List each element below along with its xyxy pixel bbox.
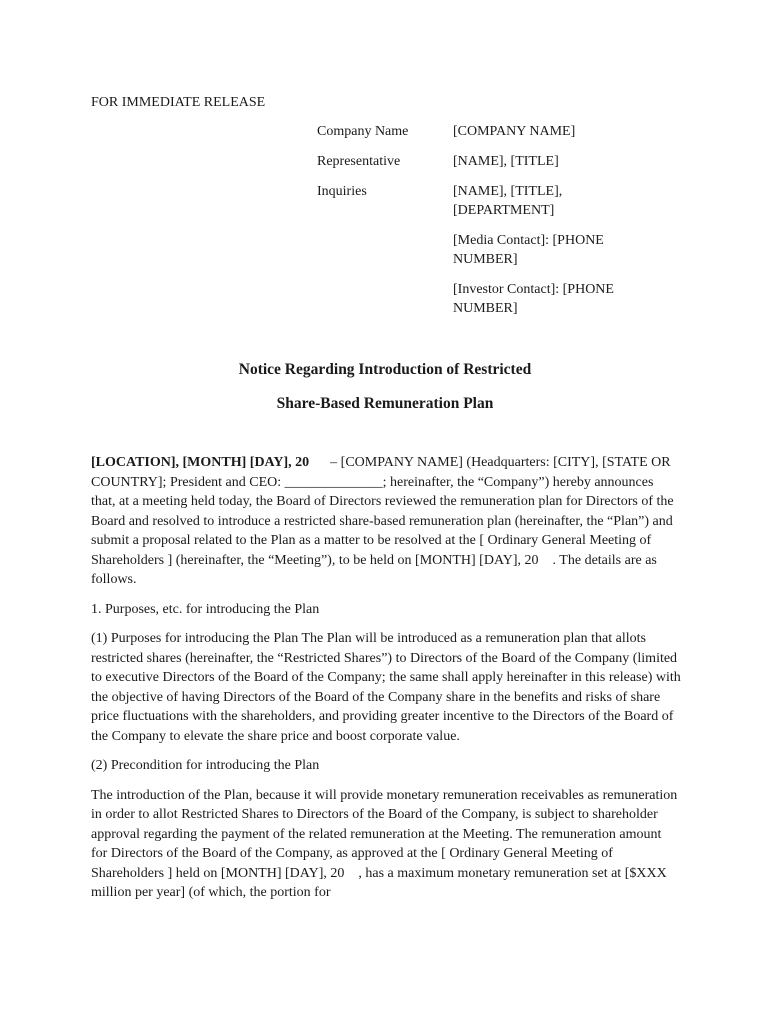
company-value-text: [COMPANY NAME] xyxy=(453,124,576,139)
section-2-heading: (2) Precondition for introducing the Plan xyxy=(91,758,320,773)
inquiries-values xyxy=(453,182,647,318)
release-label: FOR IMMEDIATE RELEASE xyxy=(91,95,266,110)
company-value xyxy=(453,122,647,141)
contact-table xyxy=(317,122,647,329)
inquiries-investor-contact: [Investor Contact]: [PHONE NUMBER] xyxy=(453,282,614,316)
intro-text: – [COMPANY NAME] (Headquarters: [CITY], [STATE OR COUNTRY]; President and CEO: ______________; hereinafter, the “Company”) hereby announces that, at a meeting held today, the Board of Directors reviewed the remuneration plan for Directors of the Board and resolved to introduce a restricted share-based remuneration plan (hereinafter, the “Plan”) and submit a proposal related to the Plan as a matter to be resolved at the [ Ordinary General Meeting of Shareholders ] (hereinafter, the “Meeting”), to be held on [MONTH] [DAY], 20 . The details are as follows. xyxy=(91,455,674,587)
representative-value-text: [NAME], [TITLE] xyxy=(453,154,559,169)
inquiries-label: Inquiries xyxy=(317,184,367,199)
dateline: [LOCATION], [MONTH] [DAY], 20 xyxy=(91,455,310,470)
section-2-paragraph: The introduction of the Plan, because it will provide monetary remuneration receivables as remuneration in order to allot Restricted Shares to Directors of the Board of the Company, is subject to shareholder approval regarding the payment of the related remuneration at the Meeting. The remuneration amount for Directors of the Board of the Company, as approved at the [ Ordinary General Meeting of Shareholders ] held on [MONTH] [DAY], 20 , has a maximum monetary remuneration set at [$XXX million per year] (of which, the portion for xyxy=(91,787,678,900)
contact-row-representative xyxy=(317,152,647,171)
document-body xyxy=(91,453,681,913)
title-line-1: Notice Regarding Introduction of Restricted xyxy=(238,361,532,378)
title-line-2: Share-Based Remuneration Plan xyxy=(276,395,494,412)
representative-value xyxy=(453,152,647,171)
contact-row-inquiries xyxy=(317,182,647,318)
document-title xyxy=(91,359,679,414)
company-label: Company Name xyxy=(317,124,409,139)
representative-label: Representative xyxy=(317,154,401,169)
intro-paragraph xyxy=(91,453,681,590)
inquiries-department: [NAME], [TITLE], [DEPARTMENT] xyxy=(453,184,563,218)
section-1-heading: 1. Purposes, etc. for introducing the Plan xyxy=(91,601,320,617)
contact-row-company xyxy=(317,122,647,141)
inquiries-media-contact: [Media Contact]: [PHONE NUMBER] xyxy=(453,233,604,267)
section-1-paragraph: (1) Purposes for introducing the Plan The Plan will be introduced as a remuneration plan that allots restricted shares (hereinafter, the “Restricted Shares”) to Directors of the Board of the Company (limited to executive Directors of the Board of the Company; the same shall apply hereinafter in this release) with the objective of having Directors of the Board of the Company share in the benefits and risks of share price fluctuations with the shareholders, and providing greater incentive to the Directors of the Board of the Company to elevate the share price and boost corporate value. xyxy=(91,631,681,744)
